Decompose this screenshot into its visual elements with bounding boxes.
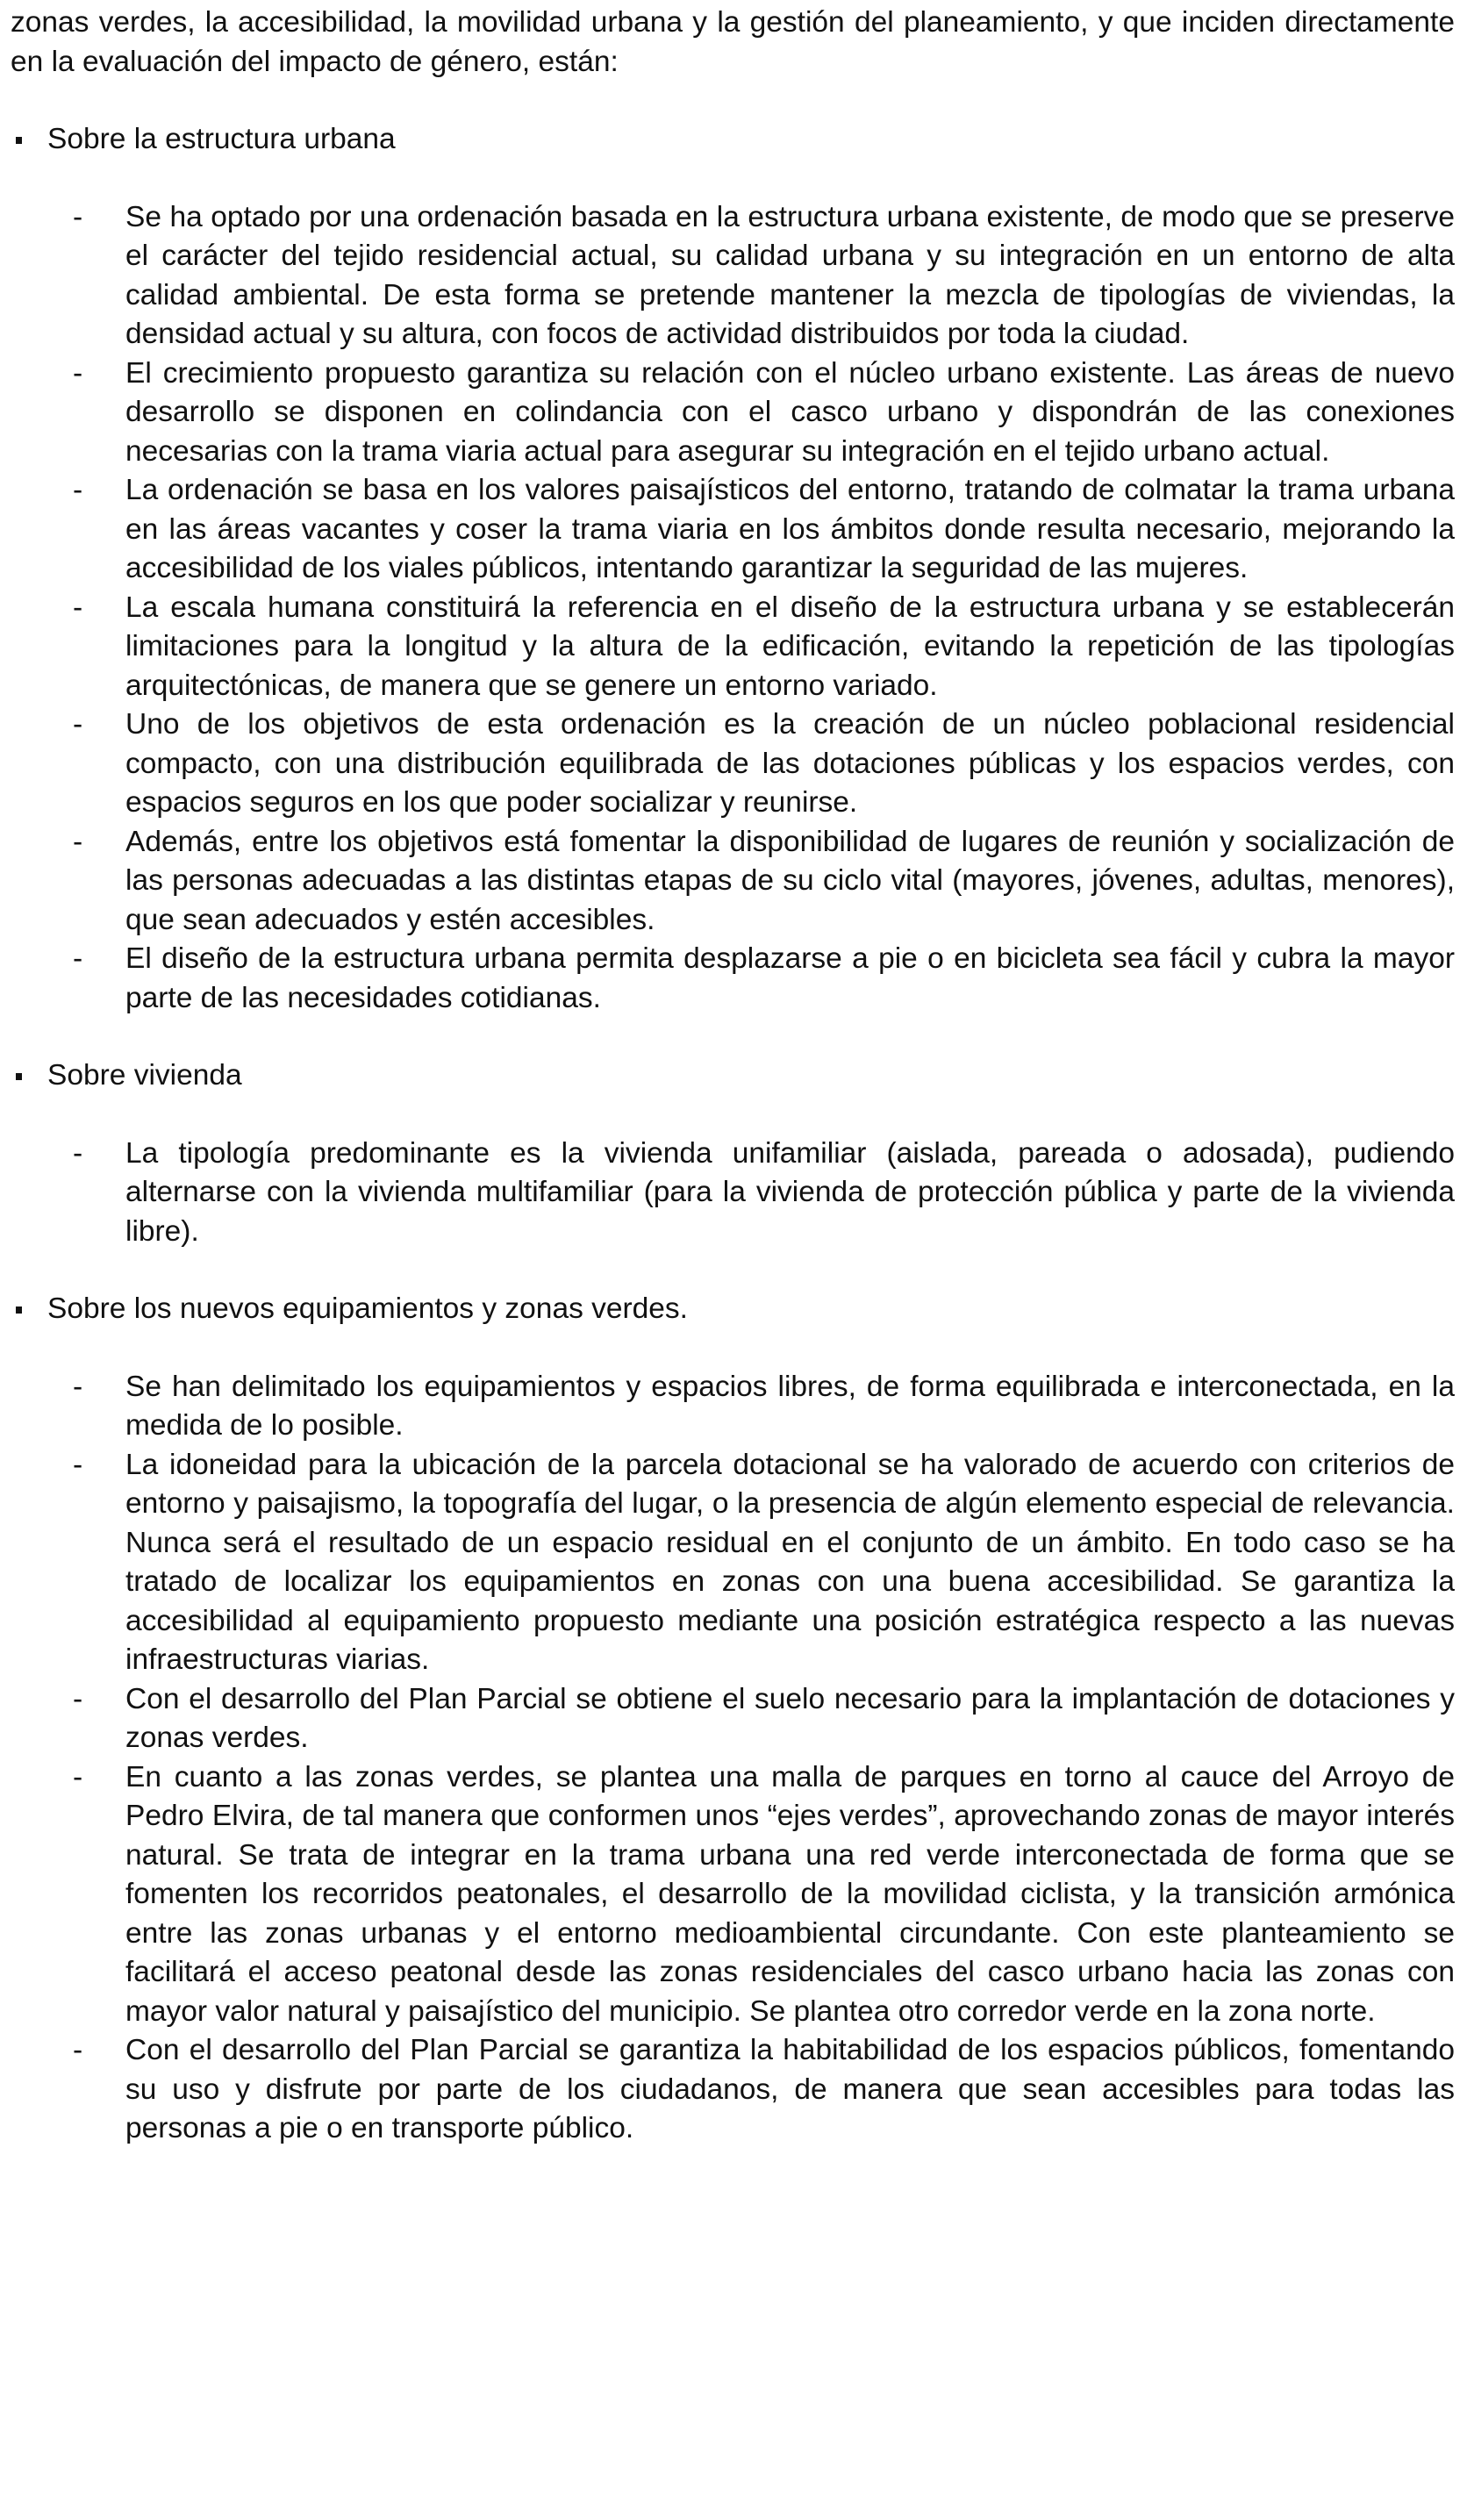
list-item: - La ordenación se basa en los valores paisajísticos del entorno, tratando de colmatar la trama urbana en las áreas vacantes y coser la trama viaria en los ámbitos donde resulta necesario, mejorando la accesibilidad de los viales públicos, intentando garantizar la seguridad de las mujeres.	[11, 471, 1455, 589]
dash-bullet-icon: -	[73, 1370, 83, 1403]
section-heading	[11, 1290, 1455, 1329]
bullet-list	[11, 1368, 1455, 2149]
square-bullet-icon	[16, 1307, 22, 1314]
section-title: Sobre vivienda	[47, 1059, 242, 1092]
section-title: Sobre los nuevos equipamientos y zonas verdes.	[47, 1292, 688, 1325]
list-item: - Con el desarrollo del Plan Parcial se obtiene el suelo necesario para la implantación de dotaciones y zonas verdes.	[11, 1680, 1455, 1758]
bullet-list	[11, 198, 1455, 1019]
section-equipamientos	[11, 1290, 1455, 2149]
square-bullet-icon	[16, 137, 22, 144]
list-item: - El crecimiento propuesto garantiza su relación con el núcleo urbano existente. Las áreas de nuevo desarrollo se disponen en colindancia con el casco urbano y dispondrán de las conexiones necesarias con la trama viaria actual para asegurar su integración en el tejido urbano actual.	[11, 354, 1455, 472]
square-bullet-icon	[16, 1073, 22, 1080]
dash-bullet-icon: -	[73, 942, 83, 975]
dash-bullet-icon: -	[73, 356, 83, 390]
list-item: - La tipología predominante es la vivienda unifamiliar (aislada, pareada o adosada), pudiendo alternarse con la vivienda multifamiliar (para la vivienda de protección pública y parte de la vivienda libre).	[11, 1135, 1455, 1252]
dash-bullet-icon: -	[73, 1760, 83, 1793]
document-page	[11, 4, 1455, 2149]
section-vivienda	[11, 1056, 1455, 1251]
intro-paragraph: zonas verdes, la accesibilidad, la movilidad urbana y la gestión del planeamiento, y que inciden directamente en la evaluación del impacto de género, están:	[11, 6, 1455, 78]
dash-bullet-icon: -	[73, 1136, 83, 1170]
dash-bullet-icon: -	[73, 708, 83, 741]
dash-bullet-icon: -	[73, 1682, 83, 1715]
list-item: - Uno de los objetivos de esta ordenación es la creación de un núcleo poblacional residencial compacto, con una distribución equilibrada de las dotaciones públicas y los espacios verdes, con espacios seguros en los que poder socializar y reunirse.	[11, 705, 1455, 823]
dash-bullet-icon: -	[73, 825, 83, 858]
section-title: Sobre la estructura urbana	[47, 123, 396, 155]
list-item: - Además, entre los objetivos está fomentar la disponibilidad de lugares de reunión y socialización de las personas adecuadas a las distintas etapas de su ciclo vital (mayores, jóvenes, adultas, menores), que sean adecuados y estén accesibles.	[11, 823, 1455, 941]
section-heading	[11, 1056, 1455, 1096]
dash-bullet-icon: -	[73, 474, 83, 506]
list-item: - La escala humana constituirá la referencia en el diseño de la estructura urbana y se establecerán limitaciones para la longitud y la altura de la edificación, evitando la repetición de las tipologías arquitectónicas, de manera que se genere un entorno variado.	[11, 589, 1455, 706]
section-estructura-urbana	[11, 120, 1455, 1018]
dash-bullet-icon: -	[73, 200, 83, 233]
dash-bullet-icon: -	[73, 591, 83, 624]
list-item: - Se ha optado por una ordenación basada en la estructura urbana existente, de modo que se preserve el carácter del tejido residencial actual, su calidad urbana y su integración en un entorno de alta calidad ambiental. De esta forma se pretende mantener la mezcla de tipologías de viviendas, la densidad actual y su altura, con focos de actividad distribuidos por toda la ciudad.	[11, 198, 1455, 354]
dash-bullet-icon: -	[73, 1448, 83, 1481]
dash-bullet-icon: -	[73, 2034, 83, 2066]
list-item: - En cuanto a las zonas verdes, se plantea una malla de parques en torno al cauce del Arroyo de Pedro Elvira, de tal manera que conformen unos “ejes verdes”, aprovechando zonas de mayor interés natural. Se trata de integrar en la trama urbana una red verde interconectada de forma que se fomenten los recorridos peatonales, el desarrollo de la movilidad ciclista, y la transición armónica entre las zonas urbanas y el entorno medioambiental circundante. Con este planteamiento se facilitará el acceso peatonal desde las zonas residenciales del casco urbano hacia las zonas con mayor valor natural y paisajístico del municipio. Se plantea otro corredor verde en la zona norte.	[11, 1758, 1455, 2032]
list-item: - Con el desarrollo del Plan Parcial se garantiza la habitabilidad de los espacios públicos, fomentando su uso y disfrute por parte de los ciudadanos, de manera que sean accesibles para todas las personas a pie o en transporte público.	[11, 2031, 1455, 2149]
bullet-list	[11, 1135, 1455, 1252]
section-heading	[11, 120, 1455, 160]
list-item: - El diseño de la estructura urbana permita desplazarse a pie o en bicicleta sea fácil y cubra la mayor parte de las necesidades cotidianas.	[11, 940, 1455, 1018]
list-item: - La idoneidad para la ubicación de la parcela dotacional se ha valorado de acuerdo con criterios de entorno y paisajismo, la topografía del lugar, o la presencia de algún elemento especial de relevancia. Nunca será el resultado de un espacio residual en el conjunto de un ámbito. En todo caso se ha tratado de localizar los equipamientos en zonas con una buena accesibilidad. Se garantiza la accesibilidad al equipamiento propuesto mediante una posición estratégica respecto a las nuevas infraestructuras viarias.	[11, 1446, 1455, 1680]
list-item: - Se han delimitado los equipamientos y espacios libres, de forma equilibrada e interconectada, en la medida de lo posible.	[11, 1368, 1455, 1446]
